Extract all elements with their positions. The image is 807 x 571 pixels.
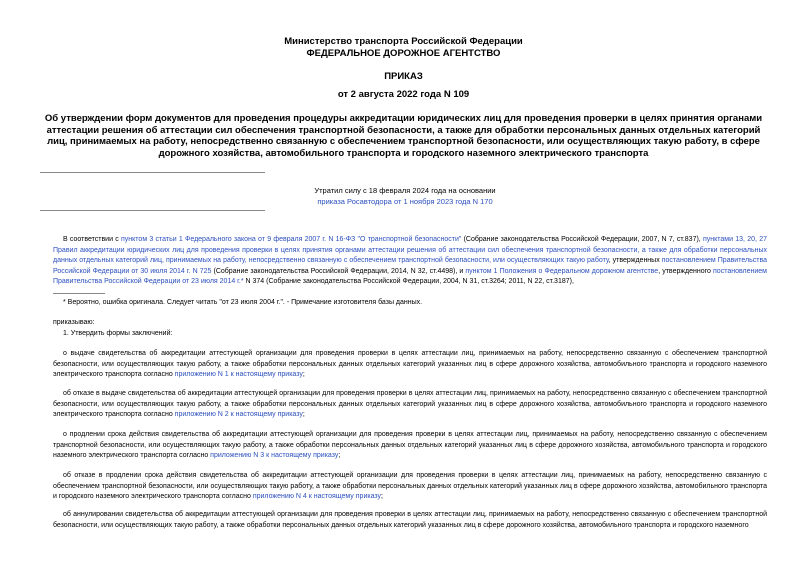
preamble-link-rules[interactable]: пунктами 13, 20, 27 Правил аккредитации юридических лиц для проведения проверки в целях принятия органами аттестации решения об аттестации сил обеспечения транспортной безопасности, а также для обработки персональных данных отдельных категорий лиц, принимаемых на работу, непосредственно связанную с обеспечением транспортной безопасности, или осуществляющих такую работу [53, 236, 768, 264]
appendix-link-2[interactable]: приложению N 2 к настоящему приказу [174, 411, 303, 418]
divider-top [40, 172, 265, 173]
preamble-text-6: N 374 (Собрание законодательства Российской Федерации, 2004, N 31, ст.3264; 2011, N 22, ст.3187), [243, 278, 574, 285]
footnote-divider [53, 293, 105, 294]
list-item-text: об аннулировании свидетельства об аккредитации аттестующей организации для проведения проверки в целях аттестации лиц, принимаемых на работу, непосредственно связанную с обеспечением транспортной безопасности, или осуществляющих такую работу, а также обработки персональных данных отдельных категорий указанных лиц в сфере дорожного хозяйства, автомобильного транспорта и городского наземного [53, 511, 767, 529]
ministry-name: Министерство транспорта Российской Федерации [284, 36, 523, 47]
list-item-tail: ; [302, 411, 305, 418]
preamble-link-decree-374[interactable]: постановлением Правительства Российской Федерации от 23 июля 2014 г.* [53, 267, 767, 285]
preamble-text-2: (Собрание законодательства Российской Федерации, 2007, N 7, ст.837), [461, 236, 703, 243]
point-1: 1. Утвердить формы заключений: [63, 330, 173, 337]
preamble-text-4: (Собрание законодательства Российской Федерации, 2014, N 32, ст.4498), и [211, 267, 466, 275]
preamble-text-5: , утвержденного [658, 267, 714, 275]
preamble [53, 235, 767, 288]
appendix-link-1[interactable]: приложению N 1 к настоящему приказу [174, 371, 303, 378]
footnote: * Вероятно, ошибка оригинала. Следует читать "от 23 июля 2004 г.". - Примечание изготовителя базы данных. [63, 299, 423, 306]
document-title: Об утверждении форм документов для проведения процедуры аккредитации юридических лиц для проведения проверки в целях принятия органами аттестации решения об аттестации сил обеспечения транспортной безопасности, а также для обработки персональных данных отдельных категорий лиц, принимаемых на работу, непосредственно связанную с обеспечением транспортной безопасности, или осуществляющих такую работу, в сфере дорожного хозяйства, автомобильного транспорта и городского наземного электрического транспорта [44, 113, 763, 159]
list-item-tail: ; [302, 371, 305, 378]
preamble-text-3: , утвержденных [608, 257, 662, 264]
document-date: от 2 августа 2022 года N 109 [337, 89, 470, 100]
preamble-text-1: В соответствии с [63, 236, 121, 243]
appendix-link-3[interactable]: приложению N 3 к настоящему приказу [210, 452, 339, 459]
list-item [53, 389, 767, 421]
list-item-tail: ; [338, 452, 341, 459]
preamble-link-law[interactable]: пунктом 3 статьи 1 Федерального закона от 9 февраля 2007 г. N 16-ФЗ "О транспортной безопасности" [121, 236, 462, 243]
void-notice [250, 185, 560, 207]
list-item-tail: ; [381, 493, 383, 500]
list-item [53, 510, 767, 531]
appendix-link-4[interactable]: приложению N 4 к настоящему приказу [252, 493, 382, 500]
list-item [53, 349, 767, 381]
list-item-text: о выдаче свидетельства об аккредитации аттестующей организации для проведения проверки в целях аттестации лиц, принимаемых на работу, непосредственно связанную с обеспечением транспортной безопасности, или осуществляющих такую работу, а также обработки персональных данных отдельных категорий указанных лиц в сфере дорожного хозяйства, автомобильного транспорта и городского наземного электрического транспорта согласно [53, 350, 767, 378]
list-item-text: об отказе в продлении срока действия свидетельства об аккредитации аттестующей организации для проведения проверки в целях аттестации лиц, принимаемых на работу, непосредственно связанную с обеспечением транспортной безопасности, или осуществляющих такую работу, а также обработки персональных данных отдельных категорий указанных лиц в сфере дорожного хозяйства, автомобильного транспорта и городского наземного электрического транспорта согласно [53, 472, 767, 500]
document-type: ПРИКАЗ [384, 71, 423, 82]
preamble-link-decree-725[interactable]: постановлением Правительства Российской Федерации от 30 июля 2014 г. N 725 [53, 257, 767, 275]
list-item-text: о продлении срока действия свидетельства об аккредитации аттестующей организации для проведения проверки в целях аттестации лиц, принимаемых на работу, непосредственно связанную с обеспечением транспортной безопасности, или осуществляющих такую работу, а также обработки персональных данных отдельных категорий указанных лиц в сфере дорожного хозяйства, автомобильного транспорта и городского наземного электрического транспорта согласно [53, 431, 767, 459]
list-item [53, 430, 767, 462]
list-item [53, 471, 767, 503]
void-notice-line1: Утратил силу с 18 февраля 2024 года на основании [314, 186, 496, 195]
order-word: приказываю: [53, 319, 95, 326]
divider-bottom [40, 210, 265, 211]
agency-name: ФЕДЕРАЛЬНОЕ ДОРОЖНОЕ АГЕНТСТВО [306, 48, 501, 59]
void-notice-link[interactable]: приказа Росавтодора от 1 ноября 2023 года N 170 [317, 197, 493, 206]
preamble-link-regulation[interactable]: пунктом 1 Положения о Федеральном дорожном агентстве [465, 267, 659, 275]
list-item-text: об отказе в выдаче свидетельства об аккредитации аттестующей организации для проведения проверки в целях аттестации лиц, принимаемых на работу, непосредственно связанную с обеспечением транспортной безопасности, или осуществляющих такую работу, а также обработки персональных данных отдельных категорий указанных лиц в сфере дорожного хозяйства, автомобильного транспорта и городского наземного электрического транспорта согласно [53, 390, 767, 418]
